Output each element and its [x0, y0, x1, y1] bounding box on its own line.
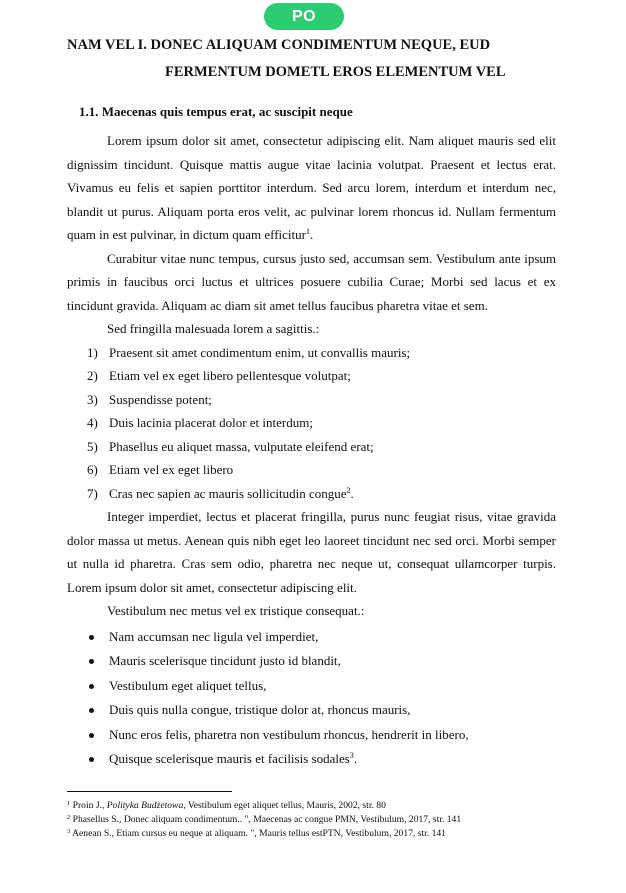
bullet-icon — [89, 708, 94, 713]
bullet-list-intro: Vestibulum nec metus vel ex tristique consequat.: — [107, 603, 365, 618]
list-item-text: Mauris scelerisque tincidunt justo id blandit, — [109, 653, 341, 668]
list-item — [67, 625, 556, 650]
footnote-number: 3 — [67, 828, 71, 835]
list-item-text: Praesent sit amet condimentum enim, ut convallis mauris; — [109, 344, 411, 360]
footnote-title: Polityka Budżetowa — [106, 800, 184, 811]
list-item — [67, 341, 556, 365]
bullet-list — [67, 625, 556, 772]
footnote-3 — [67, 827, 567, 841]
bullet-icon — [89, 757, 94, 762]
footnote-text-rest: , Vestibulum eget aliquet tellus, Mauris, 2002, str. 80 — [183, 800, 386, 811]
footnote-ref-2: 2 — [346, 485, 351, 495]
chapter-heading-line1: NAM VEL I. DONEC ALIQUAM CONDIMENTUM NEQUE, EUD — [67, 37, 491, 53]
paragraph-2: Curabitur vitae nunc tempus, cursus justo sed, accumsan sem. Vestibulum ante ipsum primis in faucibus orci luctus et ultrices posuere cubilia Curae; Morbi sed lacus et ex tincidunt gravida. Aliquam ac diam sit amet tellus faucibus pharetra vitae et sem. — [67, 250, 556, 313]
list-item-text: Nam accumsan nec ligula vel imperdiet, — [109, 628, 319, 644]
list-item — [67, 674, 556, 699]
footnote-2 — [67, 813, 567, 827]
bullet-icon — [89, 684, 94, 689]
chapter-heading-line2: FERMENTUM DOMETL EROS ELEMENTUM VEL — [165, 64, 506, 80]
numbered-list — [67, 341, 556, 506]
list-item — [67, 435, 556, 459]
paragraph-1-text: Lorem ipsum dolor sit amet, consectetur adipiscing elit. Nam aliquet mauris sed elit dignissim tincidunt. Quisque mattis augue vitae lacinia volutpat. Praesent et lectus erat. Vivamus eu felis et sapien porttitor interdum. Sed arcu lorem, interdum et interdum nec, blandit ut purus. Aliquam porta eros velit, ac pulvinar lorem rhoncus id. Nullam fermentum quam in est pulvinar, in dictum quam efficitur — [67, 133, 556, 242]
list-item — [67, 364, 556, 388]
list-item: 7) Cras nec sapien ac mauris sollicitudin congue$^2$. — [67, 482, 556, 506]
list-item-text: Phasellus eu aliquet massa, vulputate eleifend erat; — [109, 438, 374, 454]
footnote-text: Phasellus S., Donec aliquam condimentum.. ", Maecenas ac congue PMN, Vestibulum, 2017, str. 141 — [72, 814, 462, 825]
paragraph-3: Integer imperdiet, lectus et placerat fringilla, purus nunc feugiat risus, vitae gravida dolor massa ut metus. Aenean quis nibh eget leo laoreet tincidunt nec sed orci. Morbi semper ut nulla id pharetra. Cras sem odio, pharetra nec neque ut, consequat ullamcorper turpis. Lorem ipsum dolor sit amet, consectetur adipiscing elit. — [67, 509, 556, 595]
list-item — [67, 458, 556, 482]
list-item — [67, 388, 556, 412]
list-item-text: Duis quis nulla congue, tristique dolor at, rhoncus mauris, — [109, 702, 411, 717]
footnote-separator — [67, 791, 232, 792]
list-item — [67, 698, 556, 723]
list-item: Quisque scelerisque mauris et facilisis sodales$^3$. — [67, 747, 556, 772]
section-heading: 1.1. Maecenas quis tempus erat, ac suscipit neque — [79, 104, 353, 119]
po-badge: PO — [264, 3, 344, 30]
list-item-text: Quisque scelerisque mauris et facilisis sodales — [109, 751, 350, 766]
bullet-icon — [89, 733, 94, 738]
list-item-text: Cras nec sapien ac mauris sollicitudin congue — [109, 485, 347, 501]
body-content — [67, 129, 556, 772]
footnote-1 — [67, 799, 567, 813]
list-marker: 3) — [87, 391, 98, 407]
list-marker: 2) — [87, 368, 98, 383]
list-item-text: Etiam vel ex eget libero pellentesque volutpat; — [109, 368, 351, 383]
paragraph-1: Lorem ipsum dolor sit amet, consectetur adipiscing elit. Nam aliquet mauris sed elit dignissim tincidunt. Quisque mattis augue vitae lacinia volutpat. Praesent et lectus erat. Vivamus eu felis et sapien porttitor interdum. Sed arcu lorem, interdum et interdum nec, blandit ut purus. Aliquam porta eros velit, ac pulvinar lorem rhoncus id. Nullam fermentum quam in est pulvinar, in dictum quam efficitur$^1$. — [67, 133, 556, 242]
footnote-number: 1 — [67, 800, 71, 807]
list-item-text: Etiam vel ex eget libero — [109, 462, 234, 477]
list-item — [67, 723, 556, 748]
list-item-text: Vestibulum eget aliquet tellus, — [109, 677, 267, 693]
list-marker: 1) — [87, 344, 98, 360]
list-marker: 6) — [87, 462, 98, 477]
list-marker: 7) — [87, 485, 98, 501]
footnote-text: Proin J., — [72, 800, 107, 811]
list-marker: 5) — [87, 438, 98, 454]
bullet-icon — [89, 659, 94, 664]
footnote-number: 2 — [67, 814, 71, 821]
footnote-ref-3: 3 — [349, 751, 354, 760]
list-item-text: Duis lacinia placerat dolor et interdum; — [109, 415, 313, 430]
footnote-text: Aenean S., Etiam cursus eu neque at aliquam. ", Mauris tellus estPTN, Vestibulum, 2017, str. 141 — [72, 828, 446, 839]
list-item-text: Suspendisse potent; — [109, 391, 212, 407]
list-item — [67, 411, 556, 435]
bullet-icon — [89, 635, 94, 640]
list-marker: 4) — [87, 415, 98, 430]
numbered-list-intro: Sed fringilla malesuada lorem a sagittis.: — [107, 321, 320, 336]
list-item-text: Nunc eros felis, pharetra non vestibulum rhoncus, hendrerit in libero, — [109, 726, 469, 742]
list-item — [67, 649, 556, 674]
footnotes — [67, 799, 567, 841]
footnote-ref-1: 1 — [305, 227, 310, 236]
